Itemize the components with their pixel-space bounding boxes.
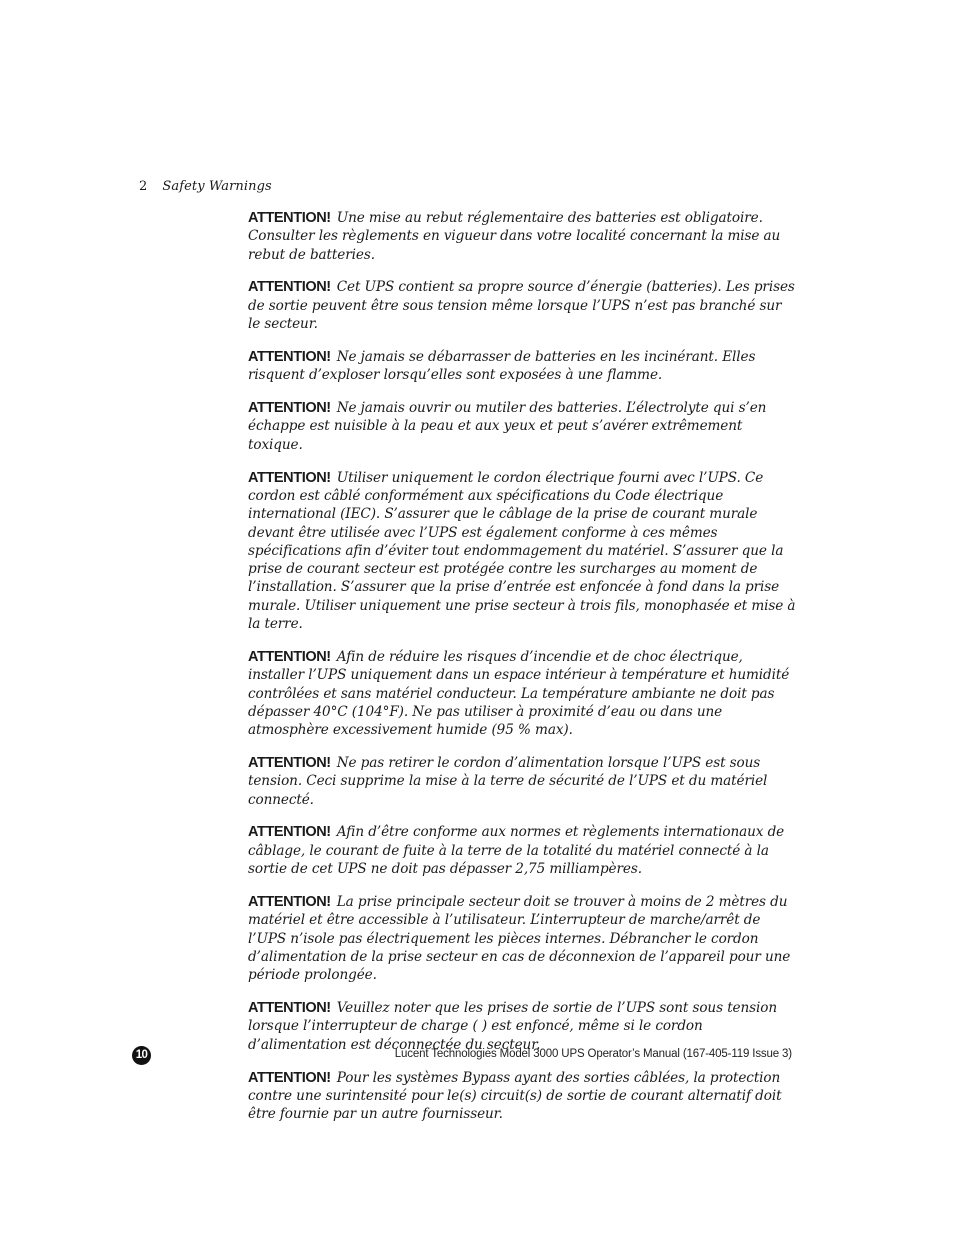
warning-incineration — [248, 348, 796, 385]
warning-text: Afin d’être conforme aux normes et règlements internationaux de câblage, le courant de fuite à la terre de la totalité du matériel connecté à la sortie de cet UPS ne doit pas dépasser 2,75 milliampères. — [248, 824, 785, 878]
warning-label: ATTENTION! — [248, 469, 331, 486]
warnings-list — [248, 209, 796, 1138]
warning-label: ATTENTION! — [248, 210, 331, 226]
warning-battery-disposal — [248, 209, 796, 264]
warning-label: ATTENTION! — [248, 754, 331, 771]
page-number-badge: 10 — [132, 1046, 151, 1065]
warning-environment — [248, 648, 796, 739]
section-number: 2 — [139, 179, 148, 194]
warning-text: Pour les systèmes Bypass ayant des sorties câblées, la protection contre une surintensité pour le(s) circuit(s) de sortie de courant alternatif doit être fournie par un autre fournisseur. — [248, 1069, 782, 1123]
section-title: Safety Warnings — [162, 179, 272, 194]
warning-internal-energy — [248, 278, 796, 333]
warning-text: La prise principale secteur doit se trouver à moins de 2 mètres du matériel et être accessible à l’utilisateur. L’interrupteur de marche/arrêt de l’UPS n’isole pas électriquement les pièces internes. Débrancher le cordon d’alimentation de la prise secteur en cas de déconnexion de l’appareil pour une période prolongée. — [248, 893, 791, 984]
warning-bypass-protection — [248, 1069, 796, 1124]
warning-label: ATTENTION! — [248, 1069, 331, 1086]
warning-text: Veuillez noter que les prises de sortie de l’UPS sont sous tension lorsque l’interrupteur de charge ( ) est enfoncé, même si le cordon d’alimentation est déconnectée du secteur. — [248, 1000, 778, 1053]
warning-leakage-current — [248, 823, 796, 878]
warning-text: Cet UPS contient sa propre source d’énergie (batteries). Les prises de sortie peuvent être sous tension même lorsque l’UPS n’est pas branché sur le secteur. — [248, 279, 795, 333]
warning-label: ATTENTION! — [248, 824, 331, 841]
warning-label: ATTENTION! — [248, 279, 331, 296]
footer-manual-title: Lucent Technologies Model 3000 UPS Operator’s Manual (167-405-119 Issue 3) — [394, 1048, 792, 1060]
warning-power-cord — [248, 469, 796, 634]
warning-text: Ne pas retirer le cordon d’alimentation lorsque l’UPS est sous tension. Ceci supprime la mise à la terre de sécurité de l’UPS et du matériel connecté. — [248, 754, 768, 808]
warning-label: ATTENTION! — [248, 400, 331, 417]
warning-label: ATTENTION! — [248, 1000, 331, 1017]
warning-text: Ne jamais se débarrasser de batteries en les incinérant. Elles risquent d’exploser lorsqu’elles sont exposées à une flamme. — [248, 348, 756, 384]
warning-electrolyte — [248, 399, 796, 454]
warning-text: Afin de réduire les risques d’incendie et de choc électrique, installer l’UPS uniquement dans un espace intérieur à température et humidité contrôlées et sans matériel conducteur. La température ambiante ne doit pas dépasser 40°C (104°F). Ne pas utiliser à proximité d’eau ou dans une atmosphère excessivement humide (95 % max). — [248, 648, 790, 739]
warning-cord-removal — [248, 754, 796, 809]
warning-label: ATTENTION! — [248, 648, 331, 665]
warning-text: Ne jamais ouvrir ou mutiler des batteries. L’électrolyte qui s’en échappe est nuisible à la peau et aux yeux et peut s’avérer extrêmement toxique. — [248, 400, 767, 453]
warning-text: Utiliser uniquement le cordon électrique fourni avec l’UPS. Ce cordon est câblé conformément aux spécifications du Code électrique international (IEC). S’assurer que le câblage de la prise de courant murale devant être utilisée avec l’UPS est également conforme à ces mêmes spécifications afin d’éviter tout endommagement du matériel. S’assurer que la prise de courant secteur est protégée contre les surcharges au moment de l’installation. S’assurer que la prise d’entrée est enfoncée à fond dans la prise murale. Utiliser uniquement une prise secteur à trois fils, monophasée et mise à la terre. — [248, 469, 796, 633]
warning-label: ATTENTION! — [248, 348, 331, 365]
warning-label: ATTENTION! — [248, 893, 331, 910]
warning-main-outlet — [248, 893, 796, 984]
running-head — [139, 179, 272, 194]
page-footer — [132, 1046, 792, 1066]
warning-text: Une mise au rebut réglementaire des batteries est obligatoire. Consulter les règlements en vigueur dans votre localité concernant la mise au rebut de batteries. — [248, 210, 781, 263]
